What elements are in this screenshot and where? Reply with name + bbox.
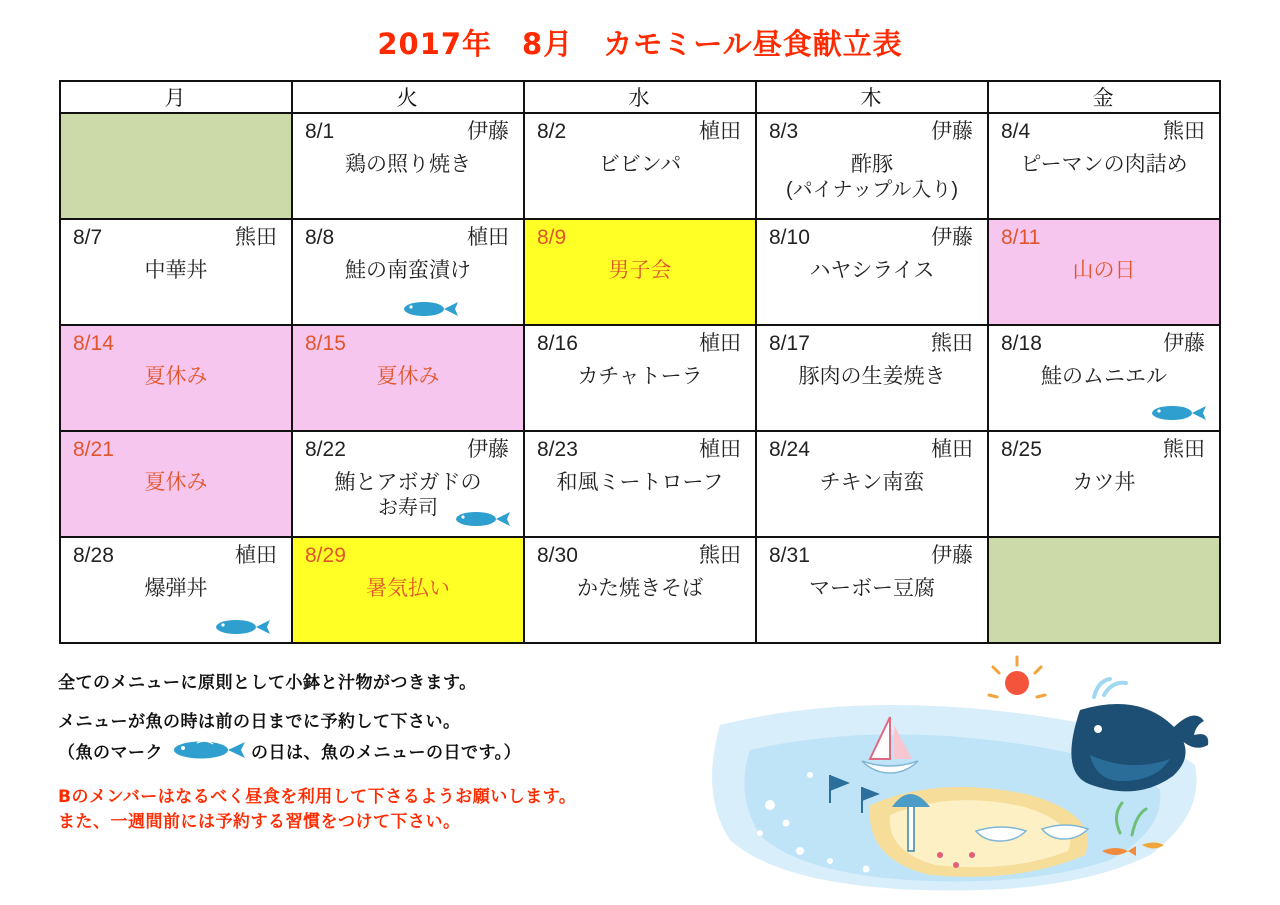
- note-line-1: 全てのメニューに原則として小鉢と汁物がつきます。: [58, 673, 477, 693]
- menu-text: [757, 470, 987, 496]
- menu-text: [293, 364, 523, 390]
- cell-header: [757, 432, 987, 462]
- menu-text: [989, 152, 1219, 178]
- menu-text: [293, 152, 523, 178]
- menu-sub: (パイナップル入り): [785, 179, 959, 202]
- menu-sub: お寿司: [378, 497, 438, 520]
- date-number: 8/30: [537, 544, 578, 567]
- note-line-3-after: の日は、魚のメニューの日です。）: [251, 742, 522, 763]
- menu-text: [525, 364, 755, 390]
- weekday-header-fri: 金: [988, 81, 1220, 113]
- staff-name: 伊藤: [467, 438, 509, 461]
- calendar-cell-8-16: [524, 325, 756, 431]
- cell-header: [757, 538, 987, 568]
- menu-text: [757, 576, 987, 602]
- calendar-body: [60, 113, 1220, 643]
- menu-main: 酢豚: [851, 153, 893, 177]
- cell-header: [293, 538, 523, 568]
- staff-name: 熊田: [1163, 120, 1205, 143]
- menu-main: 豚肉の生姜焼き: [798, 365, 946, 389]
- menu-text: [989, 364, 1219, 390]
- staff-name: 伊藤: [467, 120, 509, 143]
- menu-text: [525, 152, 755, 178]
- cell-header: [525, 114, 755, 144]
- calendar-table: [59, 80, 1221, 644]
- fish-icon: [1147, 402, 1207, 424]
- staff-name: 伊藤: [931, 544, 973, 567]
- menu-main: 暑気払い: [366, 577, 450, 601]
- staff-name: 熊田: [699, 544, 741, 567]
- cell-header: [61, 432, 291, 462]
- calendar-cell-8-29: [292, 537, 524, 643]
- staff-name: 植田: [931, 438, 973, 461]
- menu-main: ハヤシライス: [809, 259, 935, 283]
- menu-main: 鮪とアボガドの: [334, 471, 482, 495]
- note-line-2: メニューが魚の時は前の日までに予約して下さい。: [58, 711, 461, 732]
- menu-main: チキン南蛮: [819, 471, 925, 495]
- page-title: 2017年 8月 カモミール昼食献立表: [377, 27, 903, 61]
- calendar-cell-8-9: [524, 219, 756, 325]
- date-number: 8/10: [769, 226, 810, 249]
- menu-main: かた焼きそば: [577, 577, 703, 601]
- calendar-cell-8-11: [988, 219, 1220, 325]
- menu-text: [989, 470, 1219, 496]
- menu-text: [525, 258, 755, 284]
- menu-main: 鶏の照り焼き: [345, 153, 471, 177]
- date-number: 8/2: [537, 120, 567, 143]
- menu-text: [525, 576, 755, 602]
- menu-main: カチャトーラ: [577, 365, 703, 389]
- calendar-cell-empty: [60, 113, 292, 219]
- menu-main: 中華丼: [144, 259, 208, 283]
- date-number: 8/23: [537, 438, 578, 461]
- calendar-cell-8-31: [756, 537, 988, 643]
- date-number: 8/8: [305, 226, 335, 249]
- menu-main: 夏休み: [144, 471, 208, 495]
- date-number: 8/28: [73, 544, 114, 567]
- calendar-header-row: [60, 81, 1220, 113]
- calendar-cell-8-8: [292, 219, 524, 325]
- fish-icon: [167, 739, 247, 761]
- cell-header: [61, 220, 291, 250]
- menu-main: 和風ミートローフ: [556, 471, 724, 495]
- staff-name: 伊藤: [1163, 332, 1205, 355]
- menu-text: [525, 470, 755, 496]
- cell-header: [989, 432, 1219, 462]
- calendar-cell-8-4: [988, 113, 1220, 219]
- date-number: 8/11: [1001, 226, 1041, 249]
- menu-main: 爆弾丼: [144, 577, 208, 601]
- note-line-3-before: （魚のマーク: [58, 742, 163, 763]
- calendar-cell-8-3: [756, 113, 988, 219]
- menu-main: 鮭の南蛮漬け: [345, 259, 471, 283]
- date-number: 8/22: [305, 438, 346, 461]
- menu-main: 男子会: [608, 259, 672, 283]
- staff-name: 植田: [699, 438, 741, 461]
- calendar-week-row: [60, 325, 1220, 431]
- menu-text: [757, 152, 987, 203]
- cell-header: [757, 326, 987, 356]
- weekday-header-wed: 水: [524, 81, 756, 113]
- fish-icon: [399, 298, 459, 320]
- calendar-cell-8-24: [756, 431, 988, 537]
- cell-header: [525, 538, 755, 568]
- weekday-header-tue: 火: [292, 81, 524, 113]
- cell-header: [757, 220, 987, 250]
- staff-name: 熊田: [235, 226, 277, 249]
- beach-whale-illustration: [690, 655, 1210, 895]
- calendar-week-row: [60, 537, 1220, 643]
- cell-header: [525, 432, 755, 462]
- calendar-cell-8-18: [988, 325, 1220, 431]
- date-number: 8/31: [769, 544, 810, 567]
- fish-icon: [451, 508, 511, 530]
- staff-name: 植田: [235, 544, 277, 567]
- calendar-cell-8-22: [292, 431, 524, 537]
- cell-header: [525, 220, 755, 250]
- menu-main: カツ丼: [1072, 471, 1136, 495]
- date-number: 8/24: [769, 438, 810, 461]
- date-number: 8/4: [1001, 120, 1031, 143]
- menu-main: 夏休み: [376, 365, 440, 389]
- calendar-cell-8-23: [524, 431, 756, 537]
- calendar-cell-8-15: [292, 325, 524, 431]
- cell-header: [757, 114, 987, 144]
- note-red-1: Bのメンバーはなるべく昼食を利用して下さるようお願いします。: [58, 786, 577, 807]
- menu-main: 山の日: [1072, 259, 1136, 283]
- note-line-3: [58, 738, 708, 763]
- cell-header: [293, 326, 523, 356]
- weekday-header-mon: 月: [60, 81, 292, 113]
- calendar-week-row: [60, 219, 1220, 325]
- cell-header: [61, 326, 291, 356]
- staff-name: 伊藤: [931, 226, 973, 249]
- staff-name: 植田: [699, 332, 741, 355]
- calendar-cell-8-2: [524, 113, 756, 219]
- calendar-cell-8-7: [60, 219, 292, 325]
- menu-text: [989, 258, 1219, 284]
- menu-text: [61, 258, 291, 284]
- menu-text: [757, 258, 987, 284]
- note-red-2: また、一週間前には予約する習慣をつけて下さい。: [58, 812, 461, 833]
- cell-header: [61, 538, 291, 568]
- calendar-cell-8-14: [60, 325, 292, 431]
- date-number: 8/25: [1001, 438, 1042, 461]
- menu-main: マーボー豆腐: [809, 577, 935, 601]
- calendar-week-row: [60, 431, 1220, 537]
- menu-text: [293, 258, 523, 284]
- menu-main: ピーマンの肉詰め: [1020, 153, 1188, 177]
- date-number: 8/18: [1001, 332, 1042, 355]
- menu-main: 夏休み: [144, 365, 208, 389]
- date-number: 8/17: [769, 332, 810, 355]
- menu-text: [61, 364, 291, 390]
- menu-text: [61, 470, 291, 496]
- calendar-cell-8-21: [60, 431, 292, 537]
- staff-name: 熊田: [1163, 438, 1205, 461]
- date-number: 8/14: [73, 332, 114, 355]
- cell-header: [989, 220, 1219, 250]
- staff-name: 伊藤: [931, 120, 973, 143]
- menu-text: [61, 576, 291, 602]
- calendar-cell-8-10: [756, 219, 988, 325]
- menu-main: 鮭のムニエル: [1041, 365, 1167, 389]
- date-number: 8/29: [305, 544, 346, 567]
- date-number: 8/21: [73, 438, 114, 461]
- date-number: 8/15: [305, 332, 346, 355]
- menu-main: ビビンパ: [598, 153, 682, 177]
- staff-name: 熊田: [931, 332, 973, 355]
- date-number: 8/3: [769, 120, 799, 143]
- date-number: 8/1: [305, 120, 335, 143]
- calendar-cell-8-28: [60, 537, 292, 643]
- calendar-cell-8-25: [988, 431, 1220, 537]
- cell-header: [293, 114, 523, 144]
- calendar-cell-8-17: [756, 325, 988, 431]
- fish-icon: [211, 616, 271, 638]
- cell-header: [989, 326, 1219, 356]
- calendar-cell-8-1: [292, 113, 524, 219]
- cell-header: [293, 432, 523, 462]
- staff-name: 植田: [699, 120, 741, 143]
- date-number: 8/7: [73, 226, 103, 249]
- menu-text: [293, 576, 523, 602]
- date-number: 8/9: [537, 226, 567, 249]
- date-number: 8/16: [537, 332, 578, 355]
- cell-header: [525, 326, 755, 356]
- staff-name: 植田: [467, 226, 509, 249]
- cell-header: [293, 220, 523, 250]
- cell-header: [989, 114, 1219, 144]
- calendar-cell-empty: [988, 537, 1220, 643]
- notes-block: [58, 672, 708, 836]
- menu-text: [757, 364, 987, 390]
- calendar-week-row: [60, 113, 1220, 219]
- weekday-header-thu: 木: [756, 81, 988, 113]
- calendar-cell-8-30: [524, 537, 756, 643]
